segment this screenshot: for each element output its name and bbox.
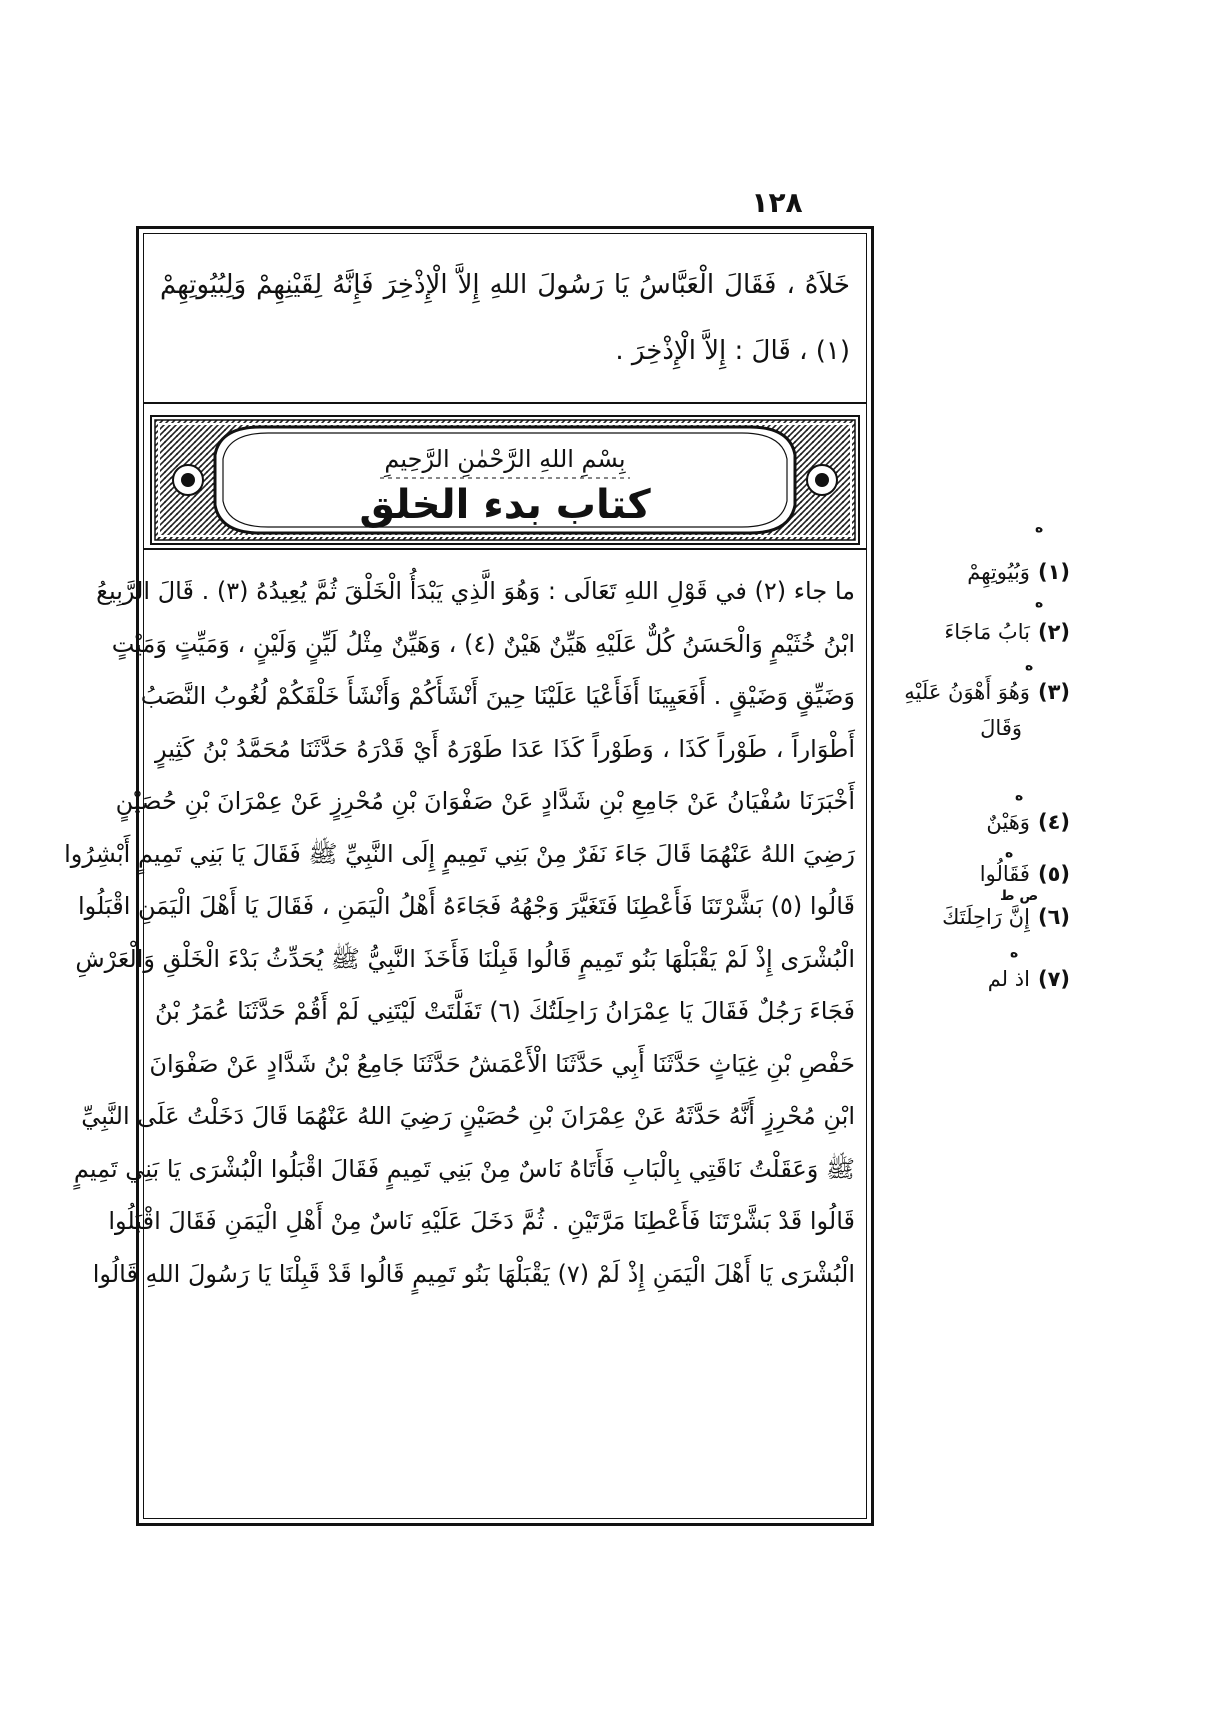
note-number: (٤) — [1037, 810, 1070, 834]
note-number: (٢) — [1037, 620, 1070, 644]
main-text-block — [64, 565, 855, 1300]
note-mark: ه — [1015, 788, 1024, 804]
text-line: ما جاء (٢) في قَوْلِ اللهِ تَعَالَى : وَهُوَ الَّذِي يَبْدَأُ الْخَلْقَ ثُمَّ يُعِيدُهُ (٣) . قَالَ الرَّبِيعُ — [96, 577, 855, 605]
note-number: (١) — [1037, 560, 1070, 584]
text-line: أَخْبَرَنَا سُفْيَانُ عَنْ جَامِعِ بْنِ شَدَّادٍ عَنْ صَفْوَانَ بْنِ مُحْرِزٍ عَنْ عِمْرَانَ بْنِ حُصَيْنٍ — [115, 787, 855, 815]
text-line: أَطْوَاراً ، طَوْراً كَذَا ، وَطَوْراً كَذَا عَدَا طَوْرَهُ أَيْ قَدْرَهُ حَدَّثَنَا مُحَمَّدُ بْنُ كَثِيرٍ — [155, 734, 855, 763]
book-title: كتاب بدء الخلق — [359, 482, 651, 528]
margin-note — [845, 716, 1030, 740]
text-line: فَجَاءَ رَجُلٌ فَقَالَ يَا عِمْرَانُ رَاحِلَتُكَ (٦) تَفَلَّتَتْ لَيْتَنِي لَمْ أَقُمْ حَدَّثَنَا عُمَرُ بْنُ — [155, 997, 855, 1025]
text-line: الْبُشْرَى إِذْ لَمْ يَقْبَلْهَا بَنُو تَمِيمٍ قَالُوا قَبِلْنَا فَأَخَذَ النَّبِيُّ ﷺ يُحَدِّثُ بَدْءَ الْخَلْقِ وَالْعَرْشِ — [75, 944, 855, 973]
page-number: ١٢٨ — [751, 186, 803, 219]
margin-note — [885, 862, 1070, 886]
margin-note — [885, 905, 1070, 929]
margin-note — [885, 810, 1070, 834]
margin-note — [885, 560, 1070, 584]
note-text: وَبُيُوتِهِمْ — [967, 560, 1030, 584]
note-mark: ه — [1035, 520, 1044, 536]
note-number: (٧) — [1037, 967, 1070, 991]
ornamental-title-banner — [150, 415, 860, 545]
note-number: (٦) — [1037, 905, 1070, 929]
text-line: قَالُوا (٥) بَشَّرْتَنَا فَأَعْطِنَا فَتَغَيَّرَ وَجْهُهُ فَجَاءَهُ أَهْلُ الْيَمَنِ ، فَقَالَ يَا أَهْلَ الْيَمَنِ اقْبَلُوا — [78, 892, 855, 920]
separator-line — [143, 548, 867, 550]
note-text: اذ لم — [987, 967, 1030, 991]
note-text: وَهَيْنٌ — [986, 810, 1030, 834]
note-text: وَهُوَ أَهْوَنُ عَلَيْهِ — [904, 680, 1030, 704]
note-text: فَقَالُوا — [979, 862, 1030, 886]
margin-note — [885, 620, 1070, 644]
note-mark: ه — [1035, 595, 1044, 611]
note-text: وَقَالَ — [980, 716, 1022, 740]
text-line: ابْنُ خُثَيْمٍ وَالْحَسَنُ كُلٌّ عَلَيْهِ هَيِّنٌ هَيْنٌ (٤) ، وَهَيِّنٌ مِثْلُ لَيِّنٍ وَلَيْنٍ ، وَمَيِّتٍ وَمَيْتٍ — [111, 629, 855, 658]
note-mark: ص ط — [1000, 888, 1039, 904]
top-paragraph: خَلاَهُ ، فَقَالَ الْعَبَّاسُ يَا رَسُولَ اللهِ إِلاَّ الْإِذْخِرَ فَإِنَّهُ لِقَيْنِهِمْ وَلِبُيُوتِهِمْ (١) ، قَالَ : إِلاَّ الْإِذْخِرَ . — [160, 270, 850, 366]
text-line: ﷺ وَعَقَلْتُ نَاقَتِي بِالْبَابِ فَأَتَاهُ نَاسٌ مِنْ بَنِي تَمِيمٍ فَقَالَ اقْبَلُوا الْبُشْرَى يَا بَنِي تَمِيمٍ — [73, 1154, 855, 1183]
text-line: حَفْصِ بْنِ غِيَاثٍ حَدَّثَنَا أَبِي حَدَّثَنَا الْأَعْمَشُ حَدَّثَنَا جَامِعُ بْنُ شَدَّادٍ عَنْ صَفْوَانَ — [149, 1049, 855, 1078]
separator-line — [143, 402, 867, 404]
note-text: بَابُ مَاجَاءَ — [944, 620, 1030, 644]
text-line: ابْنِ مُحْرِزٍ أَنَّهُ حَدَّثَهُ عَنْ عِمْرَانَ بْنِ حُصَيْنٍ رَضِيَ اللهُ عَنْهُمَا قَالَ دَخَلْتُ عَلَى النَّبِيِّ — [81, 1102, 855, 1130]
margin-note — [885, 967, 1070, 991]
note-mark: ه — [1010, 945, 1019, 961]
note-number: (٥) — [1037, 862, 1070, 886]
note-mark: ه — [1005, 845, 1014, 861]
note-text: إِنَّ رَاحِلَتَكَ — [942, 905, 1030, 929]
bismillah-text: بِسْمِ اللهِ الرَّحْمٰنِ الرَّحِيمِ — [384, 445, 626, 473]
margin-note — [885, 680, 1070, 704]
text-line: الْبُشْرَى يَا أَهْلَ الْيَمَنِ إِذْ لَمْ (٧) يَقْبَلْهَا بَنُو تَمِيمٍ قَالُوا قَدْ قَبِلْنَا يَا رَسُولَ اللهِ قَالُوا — [92, 1259, 855, 1288]
text-line: وَضَيِّقٍ وَضَيْقٍ . أَفَعَيِينَا أَفَأَعْيَا عَلَيْنَا حِينَ أَنْشَأَكُمْ وَأَنْشَأَ خَلْقَكُمْ لُغُوبُ النَّصَبُ — [140, 682, 855, 710]
note-mark: ه — [1025, 658, 1034, 674]
note-number: (٣) — [1037, 680, 1070, 704]
text-line: قَالُوا قَدْ بَشَّرْتَنَا فَأَعْطِنَا مَرَّتَيْنِ . ثُمَّ دَخَلَ عَلَيْهِ نَاسٌ مِنْ أَهْلِ الْيَمَنِ فَقَالَ اقْبَلُوا — [108, 1207, 855, 1235]
text-line: رَضِيَ اللهُ عَنْهُمَا قَالَ جَاءَ نَفَرٌ مِنْ بَنِي تَمِيمٍ إِلَى النَّبِيِّ ﷺ فَقَالَ يَا بَنِي تَمِيمٍ أَبْشِرُوا — [64, 839, 855, 868]
